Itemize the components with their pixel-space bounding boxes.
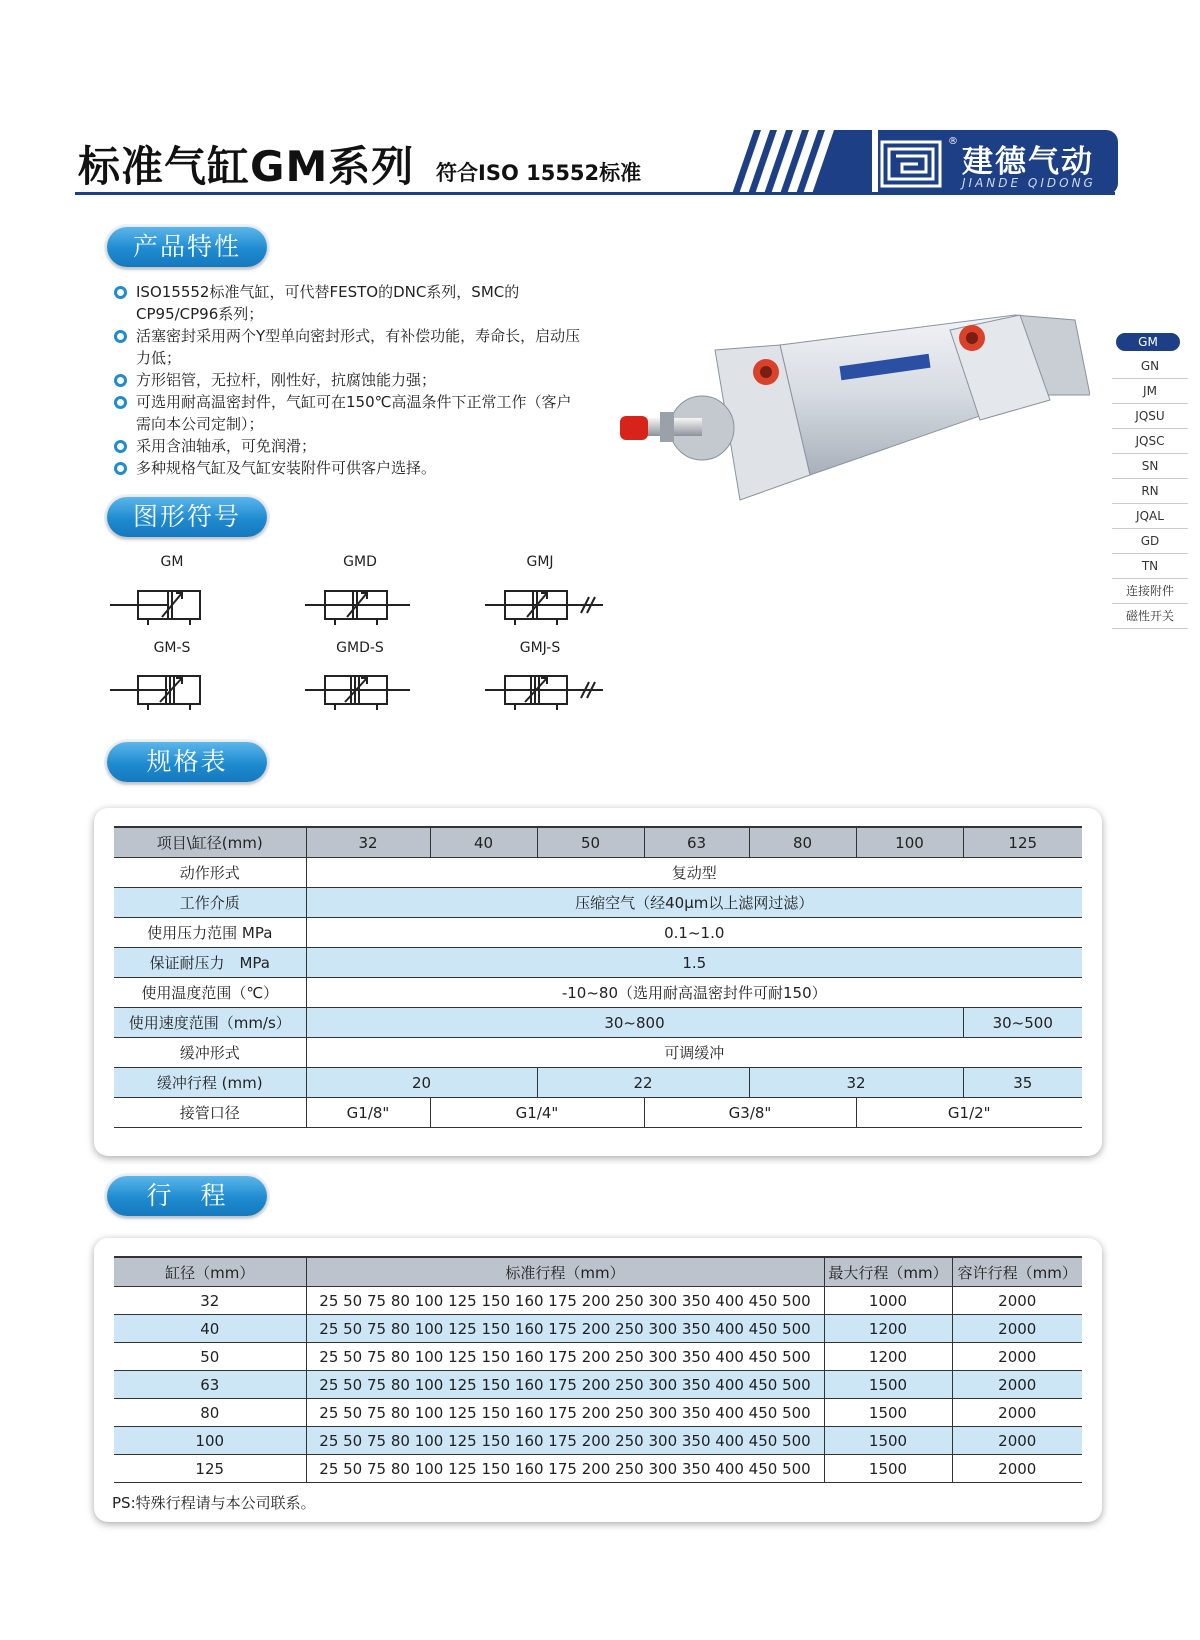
bore-header: 80 <box>749 827 856 858</box>
cell-std-stroke: 25 50 75 80 100 125 150 160 175 200 250 300 350 400 450 500 <box>306 1287 824 1315</box>
cell-value: 35 <box>963 1068 1082 1098</box>
table-row <box>114 858 1082 888</box>
row-label: 保证耐压力 MPa <box>114 948 306 978</box>
symbol-gm-diagram <box>110 585 210 625</box>
table-row <box>114 1455 1082 1483</box>
table-row <box>114 827 1082 858</box>
nav-item-gd[interactable]: GD <box>1112 529 1188 554</box>
feature-item: 活塞密封采用两个Y型单向密封形式，有补偿功能，寿命长，启动压力低； <box>112 325 582 369</box>
bore-header: 50 <box>537 827 644 858</box>
bullet-icon <box>114 440 127 453</box>
cell-std-stroke: 25 50 75 80 100 125 150 160 175 200 250 300 350 400 450 500 <box>306 1455 824 1483</box>
column-header: 标准行程（mm） <box>306 1257 824 1287</box>
cell-value: 32 <box>749 1068 963 1098</box>
column-header: 最大行程（mm） <box>824 1257 952 1287</box>
symbol-label-gmj-s: GMJ-S <box>519 640 561 656</box>
page-title: 标准气缸GM系列 <box>78 142 415 191</box>
table-row <box>114 1371 1082 1399</box>
column-header: 容许行程（mm） <box>952 1257 1082 1287</box>
cell-std-stroke: 25 50 75 80 100 125 150 160 175 200 250 300 350 400 450 500 <box>306 1315 824 1343</box>
cell-value: 复动型 <box>671 864 717 882</box>
row-label: 使用速度范围（mm/s） <box>114 1008 306 1038</box>
feature-item: 采用含油轴承，可免润滑； <box>112 435 582 457</box>
section-symbols-title: 图形符号 <box>107 497 267 537</box>
brand-name: 建德气动 <box>962 144 1094 180</box>
table-row <box>114 1038 1082 1068</box>
cell-allow-stroke: 2000 <box>998 1403 1037 1422</box>
symbol-label-gmd-s: GMD-S <box>336 640 384 656</box>
symbol-label-gm: GM <box>160 554 184 570</box>
series-nav <box>1112 330 1188 629</box>
table-row <box>114 1008 1082 1038</box>
cell-bore: 63 <box>114 1371 306 1399</box>
feature-item: 方形铝管，无拉杆，刚性好，抗腐蚀能力强； <box>112 369 582 391</box>
symbol-gmj-diagram <box>485 585 605 625</box>
cell-value: 压缩空气（经40μm以上滤网过滤） <box>306 888 1082 918</box>
brand-logo-icon <box>880 140 942 188</box>
nav-item-rn[interactable]: RN <box>1112 479 1188 504</box>
cell-allow-stroke: 2000 <box>952 1371 1082 1399</box>
table-row <box>114 1343 1082 1371</box>
cell-value: G3/8" <box>644 1098 856 1128</box>
feature-item: 多种规格气缸及气缸安装附件可供客户选择。 <box>112 457 582 479</box>
row-label: 使用压力范围 MPa <box>114 918 306 948</box>
table-row <box>114 978 1082 1008</box>
cell-bore: 50 <box>114 1343 306 1371</box>
nav-item-gn[interactable]: GN <box>1112 354 1188 379</box>
spec-header-label: 项目\缸径(mm) <box>114 827 306 858</box>
cell-value: 可调缓冲 <box>664 1044 725 1062</box>
nav-item-magnetic-switch[interactable]: 磁性开关 <box>1112 604 1188 629</box>
bullet-icon <box>114 396 127 409</box>
table-row <box>114 1315 1082 1343</box>
cell-allow-stroke: 2000 <box>952 1427 1082 1455</box>
table-row <box>114 918 1082 948</box>
table-row <box>114 1399 1082 1427</box>
cell-allow-stroke: 2000 <box>998 1291 1037 1310</box>
cell-max-stroke: 1500 <box>824 1399 952 1427</box>
symbol-label-gm-s: GM-S <box>153 640 191 656</box>
feature-item: ISO15552标准气缸，可代替FESTO的DNC系列，SMC的CP95/CP96系列； <box>112 281 582 325</box>
cell-max-stroke: 1500 <box>824 1427 952 1455</box>
bullet-icon <box>114 462 127 475</box>
table-row <box>114 888 1082 918</box>
stroke-table <box>114 1256 1082 1483</box>
bullet-icon <box>114 330 127 343</box>
bullet-icon <box>114 286 127 299</box>
table-row <box>114 1257 1082 1287</box>
symbol-label-gmj: GMJ <box>526 554 554 570</box>
symbol-gm-s-diagram <box>110 670 210 710</box>
cell-bore: 100 <box>114 1427 306 1455</box>
cell-max-stroke: 1500 <box>824 1371 952 1399</box>
nav-item-jm[interactable]: JM <box>1112 379 1188 404</box>
cell-std-stroke: 25 50 75 80 100 125 150 160 175 200 250 300 350 400 450 500 <box>306 1343 824 1371</box>
feature-item: 可选用耐高温密封件，气缸可在150℃高温条件下正常工作（客户需向本公司定制）； <box>112 391 582 435</box>
nav-item-accessories[interactable]: 连接附件 <box>1112 579 1188 604</box>
nav-item-gm[interactable]: GM <box>1116 333 1180 351</box>
bore-header: 32 <box>306 827 430 858</box>
bore-header: 63 <box>644 827 749 858</box>
cell-bore: 125 <box>114 1455 306 1483</box>
spec-table <box>114 826 1082 1128</box>
cell-value: 22 <box>537 1068 749 1098</box>
section-spec-title: 规格表 <box>107 742 267 782</box>
header-stripes-decoration <box>732 130 872 194</box>
cell-value: 20 <box>306 1068 537 1098</box>
cell-std-stroke: 25 50 75 80 100 125 150 160 175 200 250 300 350 400 450 500 <box>306 1371 824 1399</box>
stroke-note: PS:特殊行程请与本公司联系。 <box>112 1494 316 1512</box>
nav-item-jqsu[interactable]: JQSU <box>1112 404 1188 429</box>
cell-allow-stroke: 2000 <box>998 1459 1037 1478</box>
nav-item-jqsc[interactable]: JQSC <box>1112 429 1188 454</box>
symbol-gmd-diagram <box>305 585 415 625</box>
row-label: 缓冲形式 <box>114 1038 306 1068</box>
bore-header: 40 <box>430 827 537 858</box>
brand-registered-mark: ® <box>948 136 958 147</box>
column-header: 缸径（mm） <box>114 1257 306 1287</box>
nav-item-sn[interactable]: SN <box>1112 454 1188 479</box>
symbol-gmd-s-diagram <box>305 670 415 710</box>
cell-std-stroke: 25 50 75 80 100 125 150 160 175 200 250 300 350 400 450 500 <box>306 1399 824 1427</box>
cell-value: 30~800 <box>306 1008 963 1038</box>
cell-value: 0.1~1.0 <box>664 923 725 942</box>
features-list <box>112 281 582 479</box>
cell-value: G1/4" <box>430 1098 644 1128</box>
brand-english-name: JIANDE QIDONG <box>962 176 1096 190</box>
cell-bore: 40 <box>114 1315 306 1343</box>
row-label: 动作形式 <box>114 858 306 888</box>
cell-max-stroke: 1200 <box>824 1315 952 1343</box>
bore-header: 100 <box>856 827 963 858</box>
nav-item-tn[interactable]: TN <box>1112 554 1188 579</box>
cell-value: 1.5 <box>306 948 1082 978</box>
cell-max-stroke: 1000 <box>824 1287 952 1315</box>
cell-std-stroke: 25 50 75 80 100 125 150 160 175 200 250 300 350 400 450 500 <box>306 1427 824 1455</box>
cell-bore: 32 <box>114 1287 306 1315</box>
cell-allow-stroke: 2000 <box>952 1315 1082 1343</box>
symbol-label-gmd: GMD <box>343 554 377 570</box>
cell-value: 30~500 <box>963 1008 1082 1038</box>
cell-value: G1/8" <box>306 1098 430 1128</box>
bore-header: 125 <box>963 827 1082 858</box>
nav-item-jqal[interactable]: JQAL <box>1112 504 1188 529</box>
section-stroke-title: 行 程 <box>107 1176 267 1216</box>
table-row <box>114 1068 1082 1098</box>
cell-max-stroke: 1500 <box>824 1455 952 1483</box>
table-row <box>114 1427 1082 1455</box>
cell-allow-stroke: 2000 <box>998 1347 1037 1366</box>
cylinder-product-image <box>620 300 1090 540</box>
row-label: 工作介质 <box>114 888 306 918</box>
cell-bore: 80 <box>114 1399 306 1427</box>
row-label: 接管口径 <box>114 1098 306 1128</box>
bullet-icon <box>114 374 127 387</box>
row-label: 缓冲行程 (mm) <box>114 1068 306 1098</box>
table-row <box>114 948 1082 978</box>
cell-max-stroke: 1200 <box>824 1343 952 1371</box>
symbol-gmj-s-diagram <box>485 670 605 710</box>
page-subtitle: 符合ISO 15552标准 <box>436 161 642 185</box>
cell-value: -10~80（选用耐高温密封件可耐150） <box>561 984 827 1002</box>
row-label: 使用温度范围（℃） <box>114 978 306 1008</box>
cell-value: G1/2" <box>947 1103 991 1122</box>
table-row <box>114 1287 1082 1315</box>
section-features-title: 产品特性 <box>107 227 267 267</box>
table-row <box>114 1098 1082 1128</box>
